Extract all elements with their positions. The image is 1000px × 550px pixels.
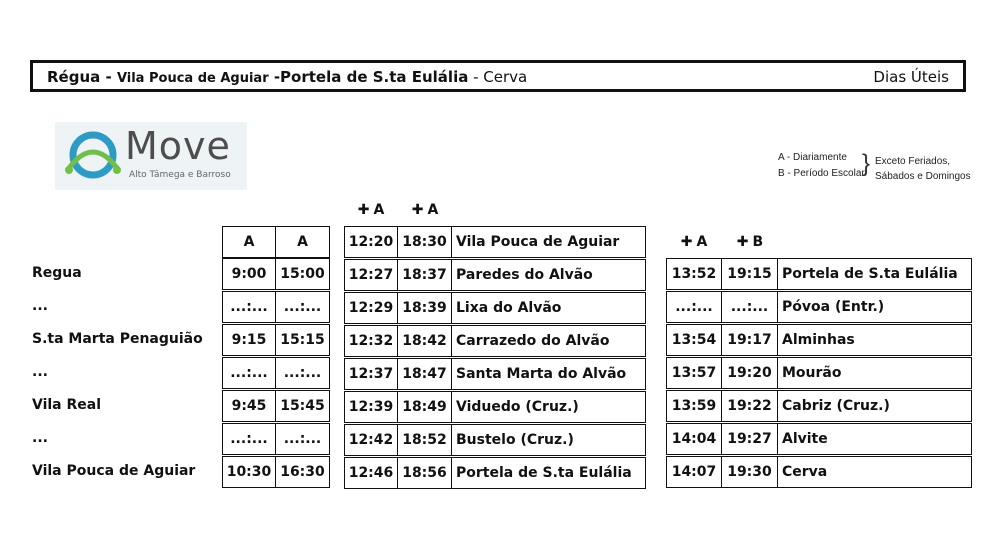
- sec3-time-col1: 13:57: [666, 357, 722, 389]
- sec2-stop-name: Viduedo (Cruz.): [452, 391, 646, 423]
- cross-icon: ✚: [411, 202, 424, 218]
- logo-tagline: Alto Tâmega e Barroso: [129, 170, 231, 180]
- sec1-stop-name: S.ta Marta Penaguião: [32, 331, 203, 347]
- sec2-stop-name: Carrazedo do Alvão: [452, 325, 646, 357]
- sec1-stop-name: Vila Pouca de Aguiar: [32, 463, 196, 479]
- sec2-time-col2: 18:37: [398, 259, 452, 291]
- sec2-time-col1: 12:39: [344, 391, 398, 423]
- sec2-time-col1: 12:46: [344, 457, 398, 489]
- sec2-time-col2: 18:30: [398, 226, 452, 258]
- sec1-time-col2: 15:15: [276, 324, 330, 356]
- sec2-time-col2: 18:42: [398, 325, 452, 357]
- legend-exception-2: Sábados e Domingos: [875, 171, 971, 182]
- sec2-time-col2: 18:56: [398, 457, 452, 489]
- cross-icon: ✚: [357, 202, 370, 218]
- sec2-header-col1: ✚ A: [344, 196, 398, 224]
- route-origin: Régua -: [47, 68, 117, 86]
- sec3-time-col1: 13:59: [666, 390, 722, 422]
- sec2-time-col2: 18:49: [398, 391, 452, 423]
- sec2-stop-name: Lixa do Alvão: [452, 292, 646, 324]
- sec3-time-col1: 13:52: [666, 258, 722, 290]
- sec1-time-col2: ...:...: [276, 423, 330, 455]
- legend-brace: }: [862, 150, 871, 177]
- sec3-time-col2: ...:...: [722, 291, 778, 323]
- sec1-time-col1: 9:45: [222, 390, 276, 422]
- sec2-time-col1: 12:32: [344, 325, 398, 357]
- sec3-time-col2: 19:15: [722, 258, 778, 290]
- sec2-time-col2: 18:47: [398, 358, 452, 390]
- sec2-stop-name: Bustelo (Cruz.): [452, 424, 646, 456]
- sec1-stop-name: Vila Real: [32, 397, 102, 413]
- legend-exception-1: Exceto Feriados,: [875, 156, 951, 167]
- sec1-time-col1: ...:...: [222, 291, 276, 323]
- legend-b: B - Período Escolar: [778, 168, 865, 179]
- cross-icon: ✚: [680, 234, 693, 250]
- sec2-header-col2: ✚ A: [398, 196, 452, 224]
- sec1-time-col2: 15:00: [276, 258, 330, 290]
- cross-icon: ✚: [736, 234, 749, 250]
- sec3-time-col1: 14:04: [666, 423, 722, 455]
- sec1-time-col2: ...:...: [276, 357, 330, 389]
- sec1-time-col2: ...:...: [276, 291, 330, 323]
- sec3-time-col2: 19:30: [722, 456, 778, 488]
- sec2-stop-name: Santa Marta do Alvão: [452, 358, 646, 390]
- sec2-stop-name: Paredes do Alvão: [452, 259, 646, 291]
- sec2-time-col1: 12:29: [344, 292, 398, 324]
- sec3-time-col1: ...:...: [666, 291, 722, 323]
- sec2-time-col1: 12:37: [344, 358, 398, 390]
- sec1-time-col2: 16:30: [276, 456, 330, 488]
- sec3-time-col2: 19:27: [722, 423, 778, 455]
- sec1-stop-name: ...: [32, 430, 48, 446]
- sec2-time-col2: 18:52: [398, 424, 452, 456]
- sec2-time-col1: 12:20: [344, 226, 398, 258]
- sec1-time-col1: 10:30: [222, 456, 276, 488]
- logo-word: Move: [125, 124, 231, 168]
- move-logo: [55, 122, 247, 190]
- route-title: [47, 68, 527, 86]
- sec2-time-col2: 18:39: [398, 292, 452, 324]
- sec3-stop-name: Mourão: [778, 357, 972, 389]
- sec1-header-col2: A: [276, 226, 330, 258]
- sec2-stop-name: Vila Pouca de Aguiar: [452, 226, 646, 258]
- sec3-time-col2: 19:17: [722, 324, 778, 356]
- sec1-time-col1: 9:00: [222, 258, 276, 290]
- route-via: Vila Pouca de Aguiar: [116, 71, 269, 86]
- sec2-time-col1: 12:27: [344, 259, 398, 291]
- sec3-time-col2: 19:22: [722, 390, 778, 422]
- sec3-stop-name: Alminhas: [778, 324, 972, 356]
- legend-a: A - Diariamente: [778, 152, 847, 163]
- sec1-time-col1: ...:...: [222, 423, 276, 455]
- sec1-time-col1: ...:...: [222, 357, 276, 389]
- sec3-stop-name: Alvite: [778, 423, 972, 455]
- sec1-time-col1: 9:15: [222, 324, 276, 356]
- move-logo-icon: [63, 128, 125, 184]
- sec3-time-col2: 19:20: [722, 357, 778, 389]
- route-via-2: -Portela de S.ta Eulália: [268, 68, 469, 86]
- route-destination: - Cerva: [468, 68, 528, 86]
- sec1-stop-name: ...: [32, 298, 48, 314]
- route-header: [30, 60, 966, 92]
- sec3-stop-name: Portela de S.ta Eulália: [778, 258, 972, 290]
- sec1-time-col2: 15:45: [276, 390, 330, 422]
- sec3-time-col1: 13:54: [666, 324, 722, 356]
- sec3-time-col1: 14:07: [666, 456, 722, 488]
- sec3-header-col2: ✚ B: [722, 228, 778, 256]
- sec2-stop-name: Portela de S.ta Eulália: [452, 457, 646, 489]
- service-days: Dias Úteis: [873, 68, 949, 86]
- sec3-stop-name: Póvoa (Entr.): [778, 291, 972, 323]
- sec1-header-col1: A: [222, 226, 276, 258]
- sec3-stop-name: Cerva: [778, 456, 972, 488]
- sec3-header-col1: ✚ A: [666, 228, 722, 256]
- sec1-stop-name: ...: [32, 364, 48, 380]
- sec1-stop-name: Regua: [32, 265, 82, 281]
- sec3-stop-name: Cabriz (Cruz.): [778, 390, 972, 422]
- sec2-time-col1: 12:42: [344, 424, 398, 456]
